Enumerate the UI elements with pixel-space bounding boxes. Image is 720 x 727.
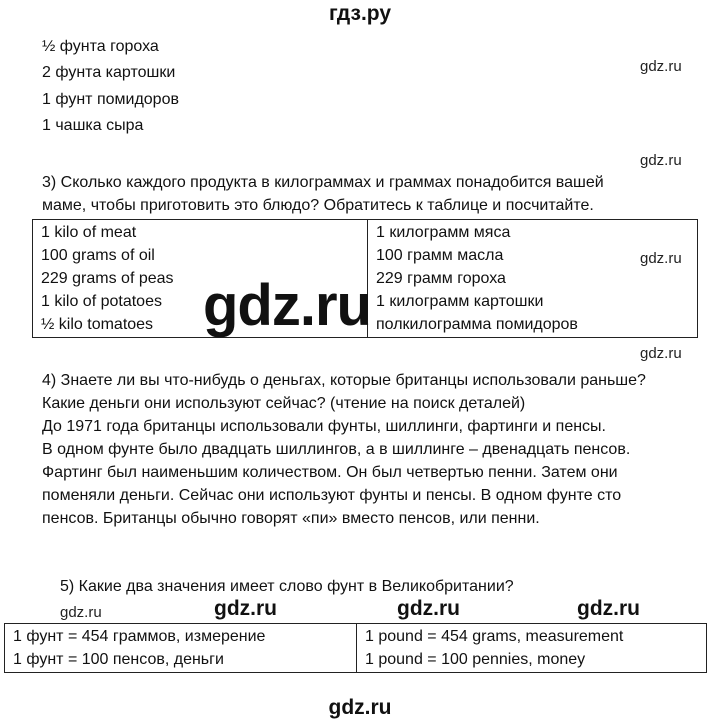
question-4-line: Какие деньги они используют сейчас? (чтение на поиск деталей) <box>42 395 526 412</box>
table-cell: 1 kilo of meat <box>41 224 137 241</box>
ingredient-line: 1 чашка сыра <box>42 117 144 134</box>
question-3-line: 3) Сколько каждого продукта в килограммах и граммах понадобится вашей <box>42 174 604 191</box>
question-4-line: поменяли деньги. Сейчас они используют фунты и пенсы. В одном фунте сто <box>42 487 622 504</box>
watermark: gdz.ru <box>640 152 682 169</box>
watermark-large: gdz.ru <box>203 273 371 338</box>
table-cell: 1 килограмм мяса <box>376 224 511 241</box>
question-4 <box>42 369 702 530</box>
ingredient-line: 2 фунта картошки <box>42 64 176 81</box>
table-cell: 100 grams of oil <box>41 247 155 264</box>
table-cell: ½ kilo tomatoes <box>41 316 154 333</box>
table-cell: 1 килограмм картошки <box>376 293 544 310</box>
table-cell: 1 фунт = 454 граммов, измерение <box>13 628 266 645</box>
table-column-english <box>357 624 707 673</box>
site-header: гдз.ру <box>328 2 392 25</box>
ingredient-line: 1 фунт помидоров <box>42 91 179 108</box>
watermark: gdz.ru <box>577 597 640 620</box>
table-cell: 229 grams of peas <box>41 270 174 287</box>
watermark: gdz.ru <box>640 58 682 75</box>
table-cell: 1 pound = 454 grams, measurement <box>365 628 624 645</box>
ingredient-line: ½ фунта гороха <box>42 38 159 55</box>
table-column-russian <box>5 624 357 673</box>
table-cell: 100 грамм масла <box>376 247 504 264</box>
table-cell: 229 грамм гороха <box>376 270 506 287</box>
question-4-line: До 1971 года британцы использовали фунты, шиллинги, фартинги и пенсы. <box>42 418 606 435</box>
site-footer: gdz.ru <box>328 696 392 719</box>
question-4-line: Фартинг был наименьшим количеством. Он был четвертью пенни. Затем они <box>42 464 618 481</box>
table-column-russian <box>368 220 698 338</box>
table-cell: 1 kilo of potatoes <box>41 293 162 310</box>
question-5: 5) Какие два значения имеет слово фунт в Великобритании? <box>60 578 514 595</box>
table-cell: 1 pound = 100 pennies, money <box>365 651 586 668</box>
question-3 <box>42 171 702 217</box>
question-4-line: В одном фунте было двадцать шиллингов, а в шиллинге – двенадцать пенсов. <box>42 441 631 458</box>
watermark: gdz.ru <box>214 597 277 620</box>
question-4-line: 4) Знаете ли вы что-нибудь о деньгах, которые британцы использовали раньше? <box>42 372 646 389</box>
table-cell: 1 фунт = 100 пенсов, деньги <box>13 651 224 668</box>
question-4-line: пенсов. Британцы обычно говорят «пи» вместо пенсов, или пенни. <box>42 510 540 527</box>
table-cell: полкилограмма помидоров <box>376 316 578 333</box>
watermark: gdz.ru <box>640 345 682 362</box>
watermark: gdz.ru <box>640 250 682 267</box>
watermark: gdz.ru <box>60 604 102 621</box>
watermark: gdz.ru <box>397 597 460 620</box>
question-3-line: маме, чтобы приготовить это блюдо? Обратитесь к таблице и посчитайте. <box>42 197 594 214</box>
pound-table <box>4 623 707 673</box>
